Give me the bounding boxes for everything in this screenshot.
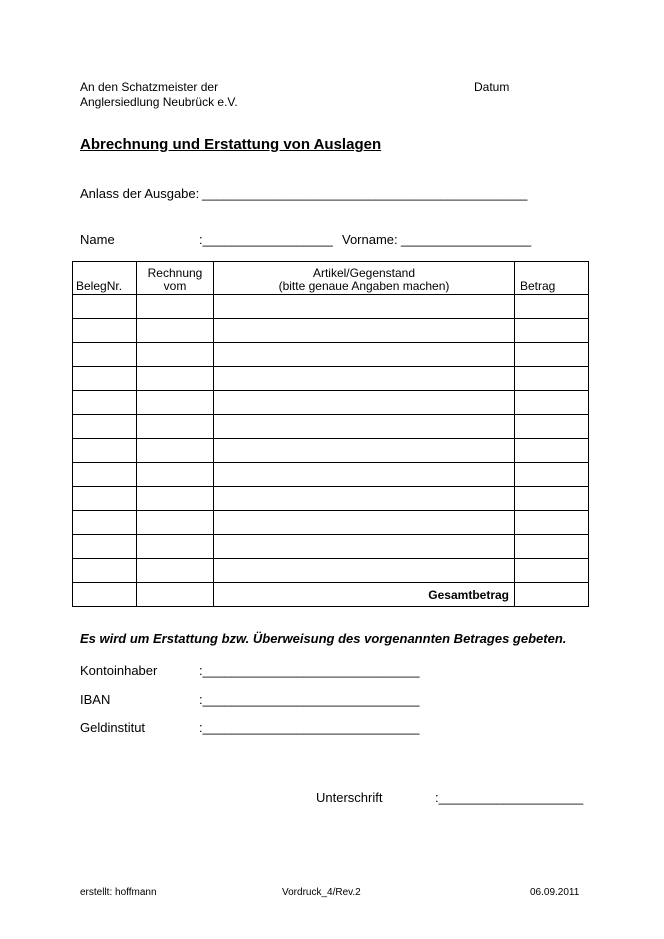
cell-artikel[interactable] (214, 391, 515, 415)
column-header-rechnung-line2: vom (163, 279, 187, 293)
column-header-beleg: BelegNr. (73, 262, 137, 295)
cell-betrag[interactable] (515, 391, 589, 415)
cell-beleg[interactable] (73, 319, 137, 343)
cell-rechnung[interactable] (137, 487, 214, 511)
cell-betrag[interactable] (515, 511, 589, 535)
cell-rechnung[interactable] (137, 367, 214, 391)
column-header-betrag: Betrag (515, 262, 589, 295)
cell-beleg[interactable] (73, 295, 137, 319)
cell-rechnung[interactable] (137, 391, 214, 415)
cell-betrag[interactable] (515, 319, 589, 343)
cell-betrag[interactable] (515, 487, 589, 511)
cell-artikel[interactable] (214, 343, 515, 367)
cell-beleg[interactable] (73, 367, 137, 391)
request-text: Es wird um Erstattung bzw. Überweisung des vorgenannten Betrages gebeten. (80, 631, 567, 646)
cell-rechnung[interactable] (137, 511, 214, 535)
cell-rechnung[interactable] (137, 415, 214, 439)
firstname-label: Vorname: (342, 232, 398, 247)
account-holder-label: Kontoinhaber (80, 663, 158, 678)
column-header-artikel (214, 262, 515, 295)
cell-beleg[interactable] (73, 415, 137, 439)
expense-table (72, 261, 589, 607)
total-row (73, 583, 589, 607)
name-field[interactable]: :__________________ (199, 232, 333, 247)
column-header-artikel-line2: (bitte genaue Angaben machen) (278, 279, 450, 293)
cell-rechnung[interactable] (137, 343, 214, 367)
table-row (73, 319, 589, 343)
column-header-artikel-line1: Artikel/Gegenstand (312, 266, 416, 280)
cell-rechnung[interactable] (137, 559, 214, 583)
cell-rechnung[interactable] (137, 463, 214, 487)
cell-rechnung[interactable] (137, 439, 214, 463)
date-label: Datum (474, 80, 510, 94)
iban-label: IBAN (80, 692, 111, 707)
cell-betrag[interactable] (515, 367, 589, 391)
table-row (73, 487, 589, 511)
total-cell-empty-2 (137, 583, 214, 607)
cell-artikel[interactable] (214, 439, 515, 463)
cell-rechnung[interactable] (137, 295, 214, 319)
cell-beleg[interactable] (73, 559, 137, 583)
cell-betrag[interactable] (515, 463, 589, 487)
iban-field[interactable]: :______________________________ (199, 692, 420, 707)
table-row (73, 295, 589, 319)
cell-betrag[interactable] (515, 559, 589, 583)
table-row (73, 511, 589, 535)
cell-betrag[interactable] (515, 415, 589, 439)
name-label: Name (80, 232, 115, 247)
page-title: Abrechnung und Erstattung von Auslagen (80, 136, 382, 153)
cell-beleg[interactable] (73, 487, 137, 511)
occasion-label: Anlass der Ausgabe: (80, 186, 200, 201)
table-row (73, 367, 589, 391)
table-row (73, 463, 589, 487)
cell-beleg[interactable] (73, 535, 137, 559)
table-row (73, 415, 589, 439)
cell-beleg[interactable] (73, 343, 137, 367)
footer-date: 06.09.2011 (530, 887, 580, 898)
table-row (73, 391, 589, 415)
total-label: Gesamtbetrag (214, 583, 515, 607)
table-row (73, 559, 589, 583)
cell-artikel[interactable] (214, 559, 515, 583)
cell-betrag[interactable] (515, 295, 589, 319)
total-amount-cell[interactable] (515, 583, 589, 607)
signature-field[interactable]: :____________________ (435, 790, 584, 805)
signature-label: Unterschrift (316, 790, 383, 805)
recipient-line-1: An den Schatzmeister der (80, 80, 219, 94)
cell-betrag[interactable] (515, 439, 589, 463)
footer-form-id: Vordruck_4/Rev.2 (282, 887, 361, 898)
cell-rechnung[interactable] (137, 535, 214, 559)
cell-beleg[interactable] (73, 511, 137, 535)
cell-beleg[interactable] (73, 439, 137, 463)
footer-author: erstellt: hoffmann (80, 887, 157, 898)
cell-artikel[interactable] (214, 535, 515, 559)
table-row (73, 535, 589, 559)
cell-beleg[interactable] (73, 391, 137, 415)
table-row (73, 439, 589, 463)
table-header-row (73, 262, 589, 295)
account-holder-field[interactable]: :______________________________ (199, 663, 420, 678)
cell-betrag[interactable] (515, 343, 589, 367)
cell-artikel[interactable] (214, 295, 515, 319)
cell-artikel[interactable] (214, 487, 515, 511)
recipient-line-2: Anglersiedlung Neubrück e.V. (80, 95, 238, 109)
cell-artikel[interactable] (214, 319, 515, 343)
table-row (73, 343, 589, 367)
bank-institute-field[interactable]: :______________________________ (199, 720, 420, 735)
column-header-rechnung (137, 262, 214, 295)
firstname-field[interactable]: __________________ (401, 232, 532, 247)
cell-artikel[interactable] (214, 463, 515, 487)
cell-betrag[interactable] (515, 535, 589, 559)
column-header-rechnung-line1: Rechnung (147, 266, 203, 280)
bank-institute-label: Geldinstitut (80, 720, 146, 735)
cell-rechnung[interactable] (137, 319, 214, 343)
cell-beleg[interactable] (73, 463, 137, 487)
total-cell-empty-1 (73, 583, 137, 607)
cell-artikel[interactable] (214, 511, 515, 535)
occasion-field[interactable]: _____________________________________________ (202, 186, 528, 201)
cell-artikel[interactable] (214, 367, 515, 391)
cell-artikel[interactable] (214, 415, 515, 439)
